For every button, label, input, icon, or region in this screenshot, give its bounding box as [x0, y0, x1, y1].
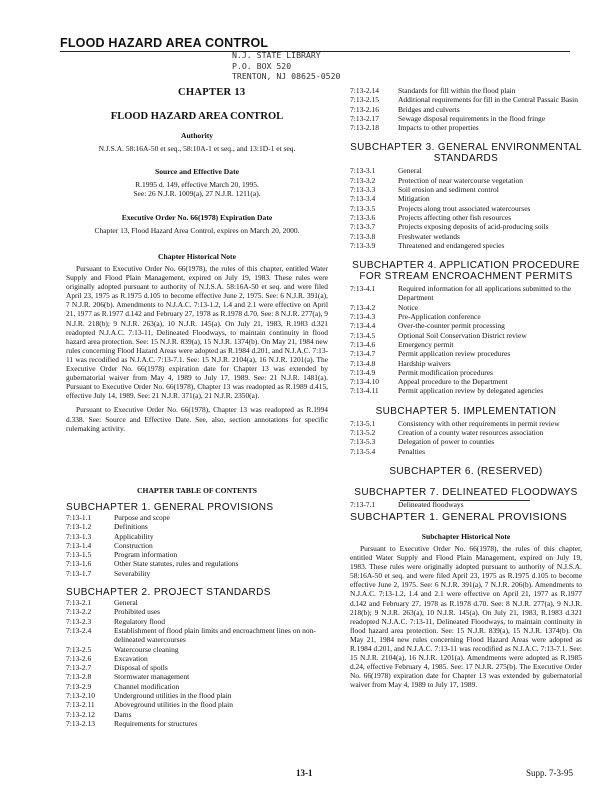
body-section — [350, 512, 582, 690]
toc-item — [350, 222, 582, 231]
section-number: 7:13-2.15 — [350, 95, 379, 105]
section-title: SUBCHAPTER 1. GENERAL PROVISIONS — [350, 511, 568, 523]
page-number: 13-1 — [296, 768, 313, 778]
toc-item — [66, 607, 328, 616]
section-title: Definitions — [114, 522, 148, 532]
section-title: Penalties — [398, 446, 426, 456]
section-title: Protection of near watercourse vegetation — [398, 175, 523, 185]
section-title: Severability — [114, 568, 151, 578]
section-title: Construction — [114, 540, 153, 550]
toc-item — [350, 368, 582, 377]
section-number: 7:13-2.12 — [66, 709, 95, 719]
toc-item — [66, 598, 328, 607]
section-title: General — [114, 598, 138, 608]
section-number: 7:13-2.8 — [66, 672, 92, 682]
section-title: Consistency with other requirements in permit review — [398, 418, 560, 428]
toc-item — [350, 86, 582, 95]
chapter-title: FLOOD HAZARD AREA CONTROL — [110, 111, 284, 122]
section-number: 7:13-2.6 — [66, 653, 92, 663]
toc-list — [350, 419, 582, 456]
library-stamp — [232, 50, 360, 82]
section-number: 7:13-3.1 — [350, 166, 376, 176]
section-number: 7:13-4.10 — [350, 377, 379, 387]
toc-right — [350, 86, 582, 509]
section-title: Underground utilities in the flood plain — [114, 691, 232, 701]
toc-item — [350, 428, 582, 437]
toc-item — [66, 550, 328, 559]
section-number: 7:13-2.13 — [66, 718, 95, 728]
section-number: 7:13-4.6 — [350, 339, 376, 349]
section-number: 7:13-3.9 — [350, 240, 376, 250]
stamp-line: P.O. BOX 520 — [232, 60, 292, 71]
section-title: Projects exposing deposits of acid-producing soils — [398, 222, 549, 232]
section-number: 7:13-2.4 — [66, 625, 92, 635]
section-number: 7:13-1.7 — [66, 568, 92, 578]
toc-item — [350, 213, 582, 222]
toc-item — [66, 663, 328, 672]
toc-item — [350, 105, 582, 114]
section-title: Required information for all applications submitted to the Department — [398, 284, 572, 303]
toc-list — [66, 598, 328, 728]
section-number: 7:13-4.9 — [350, 367, 376, 377]
toc-item — [66, 691, 328, 700]
stamp-line: TRENTON, NJ 08625-0520 — [232, 71, 341, 81]
source-line: See: 26 N.J.R. 1009(a), 27 N.J.R. 1211(a). — [133, 189, 261, 199]
toc-item — [66, 710, 328, 719]
section-title: Creation of a county water resources association — [398, 428, 544, 438]
historical-note-paragraph: Pursuant to Executive Order No. 66(1978), the rules of this chapter, entitled Water Supply and Flood Plain Management, expired on July 19, 1983. These rules were originally adopted pursuant to authority of N.J.S.A. 58:16A-50 et seq. and were filed April 23, 1975 as R.1975 d.105 to become effective June 2, 1975. See: 6 N.J.R. 391(a), 7 N.J.R. 206(b). Amendments to N.J.A.C. 7:13-1.2, 1.4 and 2.1 were effective on April 21, 1977 as R.1977 d.142 and February 27, 1978 as R.1978 d.70. See: 8 N.J.R. 277(a), 9 N.J.R. 218(b); 9 N.J.R. 263(a), 10 N.J.R. 145(a). On July 21, 1983, R.1983 d.321 readopted N.J.A.C. 7:13-11, Delineated Floodways, to maintain continuity in flood hazard area protection. See: 15 N.J.R. 839(a), 15 N.J.R. 1374(b). On May 21, 1984 new rules concerning Flood Hazard Areas were adopted as R.1984 d.201, and N.J.A.C. 7:13-11 was recodified as N.J.A.C. 7:13-7.1. See: 15 N.J.R. 2104(a), 16 N.J.R. 1201(a). The Executive Order No. 66(1978) expiration date for Chapter 13 was extended by gubernatorial waiver from May 4, 1989 to July 17, 1989. See: 21 N.J.R. 1481(a). Pursuant to Executive Order No. 66(1978), Chapter 13 was readopted as R.1989 d.415, effective July 14, 1989. See: 21 N.J.R. 371(a), 21 N.J.R. 2350(a). — [66, 264, 328, 401]
source-block — [66, 167, 328, 198]
toc-item — [66, 626, 328, 645]
section-title: Aboveground utilities in the flood plain — [114, 700, 233, 710]
toc-item — [350, 166, 582, 175]
expiration-heading: Executive Order No. 66(1978) Expiration Date — [121, 213, 273, 222]
section-title: Freshwater wetlands — [398, 231, 460, 241]
section-title: Optional Soil Conservation District review — [398, 330, 527, 340]
section-number: 7:13-3.3 — [350, 185, 376, 195]
toc-item — [66, 700, 328, 709]
section-title: Projects affecting other fish resources — [398, 212, 512, 222]
section-number: 7:13-1.5 — [66, 550, 92, 560]
toc-item — [66, 719, 328, 728]
toc-heading: CHAPTER TABLE OF CONTENTS — [137, 486, 257, 495]
section-number: 7:13-3.4 — [350, 194, 376, 204]
section-title: Bridges and culverts — [398, 104, 460, 114]
section-title: Channel modification — [114, 681, 180, 691]
toc-item — [350, 312, 582, 321]
section-title: Delegation of power to counties — [398, 437, 495, 447]
expiration-block — [66, 213, 328, 235]
section-number: 7:13-2.17 — [350, 113, 379, 123]
toc-item — [350, 419, 582, 428]
toc-item — [66, 513, 328, 522]
section-number: 7:13-5.3 — [350, 437, 376, 447]
toc-item — [350, 377, 582, 386]
source-heading: Source and Effective Date — [154, 167, 239, 176]
section-number: 7:13-1.6 — [66, 559, 92, 569]
toc-item — [350, 114, 582, 123]
section-title: Mitigation — [398, 194, 430, 204]
section-number: 7:13-2.5 — [66, 644, 92, 654]
section-number: 7:13-4.1 — [350, 284, 376, 294]
section-number: 7:13-3.6 — [350, 212, 376, 222]
section-title: Disposal of spoils — [114, 663, 168, 673]
historical-note-heading: Chapter Historical Note — [158, 252, 236, 261]
section-number: 7:13-2.2 — [66, 607, 92, 617]
subchapter-heading: SUBCHAPTER 4. APPLICATION PROCEDURE FOR STREAM ENCROACHMENT PERMITS — [352, 260, 580, 283]
toc-item — [350, 359, 582, 368]
section-number: 7:13-2.3 — [66, 616, 92, 626]
section-number: 7:13-4.8 — [350, 358, 376, 368]
section-title: Regulatory flood — [114, 616, 166, 626]
section-number: 7:13-5.4 — [350, 446, 376, 456]
section-number: 7:13-2.10 — [66, 691, 95, 701]
toc-item — [350, 437, 582, 446]
section-number: 7:13-4.4 — [350, 321, 376, 331]
section-number: 7:13-1.2 — [66, 522, 92, 532]
toc-item — [350, 349, 582, 358]
section-number: 7:13-4.5 — [350, 330, 376, 340]
section-title: Purpose and scope — [114, 513, 170, 522]
section-title: General — [398, 166, 422, 176]
historical-note-paragraph: Pursuant to Executive Order No. 66(1978), Chapter 13 was readopted as R.1994 d.338. See: Source and Effective Date. See, also, section annotations for specific rulemaking activity. — [66, 405, 328, 433]
section-number: 7:13-3.2 — [350, 175, 376, 185]
section-number: 7:13-1.4 — [66, 540, 92, 550]
toc-item — [66, 617, 328, 626]
section-number: 7:13-1.1 — [66, 513, 92, 522]
toc-item — [350, 500, 582, 509]
section-title: Watercourse cleaning — [114, 644, 179, 654]
section-number: 7:13-5.1 — [350, 418, 376, 428]
toc-left — [66, 502, 328, 728]
section-title: Soil erosion and sediment control — [398, 185, 499, 195]
toc-item — [350, 95, 582, 104]
section-title: Emergency permit — [398, 339, 454, 349]
toc-item — [350, 331, 582, 340]
section-title: Applicability — [114, 531, 154, 541]
subchapter-heading: SUBCHAPTER 1. GENERAL PROVISIONS — [66, 502, 274, 513]
toc-item — [66, 522, 328, 531]
toc-item — [350, 232, 582, 241]
subchapter-heading: SUBCHAPTER 5. IMPLEMENTATION — [375, 405, 557, 417]
section-title: Threatened and endangered species — [398, 240, 505, 250]
toc-list — [350, 86, 582, 132]
section-title: Hardship waivers — [398, 358, 451, 368]
section-title: Additional requirements for fill in the Central Passaic Basin — [398, 95, 578, 105]
subchapter-note-paragraph: Pursuant to Executive Order No. 66(1978), the rules of this chapter, entitled Water Supply and Flood Plain Management, expired on July 19, 1983. These rules were originally adopted pursuant to authority of N.J.S.A. 58:16A-50 et seq. and were filed April 23, 1975 as R.1975 d.105 to become effective June 2, 1975. See: 6 N.J.R. 391(a), 7 N.J.R. 206(b). Amendments to N.J.A.C. 7:13-1.2, 1.4 and 2.1 were effective on April 21, 1977 as R.1977 d.142 and February 27, 1978 as R.1978 d.70. See: 8 N.J.R. 277(a), 9 N.J.R. 218(b); 9 N.J.R. 263(a), 10 N.J.R. 145(a). On July 21, 1983, R.1983 d.321 readopted N.J.A.C. 7:13-11, Delineated Floodways, to maintain continuity in flood hazard area protection. See: 15 N.J.R. 839(a), 15 N.J.R. 1374(b). On May 21, 1984 new rules concerning Flood Hazard Areas were adopted as R.1984 d.201, and N.J.A.C. 7:13-11 was recodified as N.J.A.C. 7:13-7.1. See: 15 N.J.R. 2104(a), 16 N.J.R. 1201(a). Amendments were adopted as R.1985 d.24, effective February 4, 1985. See: 17 N.J.R. 275(b). The Executive Order No. 66(1978) expiration date for Chapter 13 was extended by gubernatorial waiver from May 4, 1989 to July 17, 1989. — [350, 544, 582, 690]
toc-list — [350, 166, 582, 250]
section-number: 7:13-4.7 — [350, 349, 376, 359]
section-title: Other State statutes, rules and regulations — [114, 559, 239, 569]
toc-item — [350, 321, 582, 330]
authority-text: N.J.S.A. 58:16A-50 et seq., 58:10A-1 et seq., and 13:1D-1 et seq. — [98, 144, 296, 153]
section-title: Program information — [114, 550, 178, 560]
expiration-text: Chapter 13, Flood Hazard Area Control, expires on March 20, 2000. — [94, 226, 300, 235]
toc-item — [350, 194, 582, 203]
toc-list — [350, 284, 582, 396]
section-number: 7:13-2.14 — [350, 86, 379, 95]
toc-item — [66, 541, 328, 550]
section-title: Stormwater management — [114, 672, 190, 682]
historical-note — [66, 252, 328, 433]
section-title: Sewage disposal requirements in the flood fringe — [398, 113, 546, 123]
toc-item — [66, 682, 328, 691]
toc-list — [66, 513, 328, 578]
toc-list — [350, 500, 582, 509]
toc-item — [66, 672, 328, 681]
toc-item — [350, 386, 582, 395]
section-title: Requirements for structures — [114, 718, 198, 728]
section-number: 7:13-2.18 — [350, 123, 379, 133]
authority-heading: Authority — [180, 131, 214, 140]
source-line: R.1995 d. 149, effective March 20, 1995. — [135, 180, 259, 189]
section-number: 7:13-4.11 — [350, 386, 379, 396]
toc-item — [350, 176, 582, 185]
section-title: Standards for fill within the flood plain — [398, 86, 516, 95]
section-number: 7:13-3.7 — [350, 222, 376, 232]
toc-item — [350, 123, 582, 132]
toc-item — [66, 645, 328, 654]
section-title: Excavation — [114, 653, 148, 663]
section-number: 7:13-4.2 — [350, 302, 376, 312]
section-title: Delineated floodways — [398, 499, 464, 509]
authority-block — [66, 131, 328, 153]
section-number: 7:13-3.5 — [350, 203, 376, 213]
toc-item — [350, 204, 582, 213]
toc-item — [66, 654, 328, 663]
section-title: Dams — [114, 709, 132, 719]
toc-item — [66, 569, 328, 578]
supplement-date: Supp. 7-3-95 — [526, 768, 573, 778]
section-title: Over-the-counter permit processing — [398, 321, 505, 331]
section-number: 7:13-4.3 — [350, 312, 376, 322]
section-title: Pre-Application conference — [398, 312, 481, 322]
running-head: FLOOD HAZARD AREA CONTROL — [60, 36, 570, 52]
section-title: Notice — [398, 302, 418, 312]
toc-item — [66, 559, 328, 568]
toc-item — [350, 185, 582, 194]
divider — [400, 500, 530, 501]
stamp-line: N.J. STATE LIBRARY — [232, 50, 321, 60]
section-title: Permit application review procedures — [398, 349, 511, 359]
section-title: Appeal procedure to the Department — [398, 377, 508, 387]
subchapter-heading: SUBCHAPTER 6. (RESERVED) — [389, 465, 543, 477]
toc-item — [350, 241, 582, 250]
subchapter-note-heading: Subchapter Historical Note — [421, 532, 511, 541]
toc-item — [350, 340, 582, 349]
chapter-number: CHAPTER 13 — [178, 87, 246, 98]
toc-subchapters — [350, 142, 582, 509]
section-number: 7:13-2.7 — [66, 663, 92, 673]
toc-item — [350, 303, 582, 312]
section-number: 7:13-2.9 — [66, 681, 92, 691]
section-title: Projects along trout associated watercourses — [398, 203, 531, 213]
subchapter-heading: SUBCHAPTER 2. PROJECT STANDARDS — [66, 587, 271, 599]
toc-item — [66, 532, 328, 541]
section-number: 7:13-5.2 — [350, 428, 376, 438]
section-number: 7:13-7.1 — [350, 499, 376, 509]
section-number: 7:13-2.1 — [66, 598, 92, 608]
section-title: Permit modification procedures — [398, 367, 493, 377]
toc-item — [350, 284, 582, 303]
section-title: Prohibited uses — [114, 607, 161, 617]
subchapter-heading: SUBCHAPTER 7. DELINEATED FLOODWAYS — [354, 486, 578, 498]
toc-item — [350, 447, 582, 456]
section-title: Impacts to other properties — [398, 123, 479, 133]
section-number: 7:13-3.8 — [350, 231, 376, 241]
section-number: 7:13-1.3 — [66, 531, 92, 541]
section-number: 7:13-2.11 — [66, 700, 95, 710]
section-number: 7:13-2.16 — [350, 104, 379, 114]
subchapter-heading: SUBCHAPTER 3. GENERAL ENVIRONMENTAL STANDARDS — [350, 142, 582, 165]
section-title: Establishment of flood plain limits and encroachment lines on non-delineated watercourses — [114, 625, 316, 645]
section-title: Permit application review by delegated agencies — [398, 386, 544, 396]
